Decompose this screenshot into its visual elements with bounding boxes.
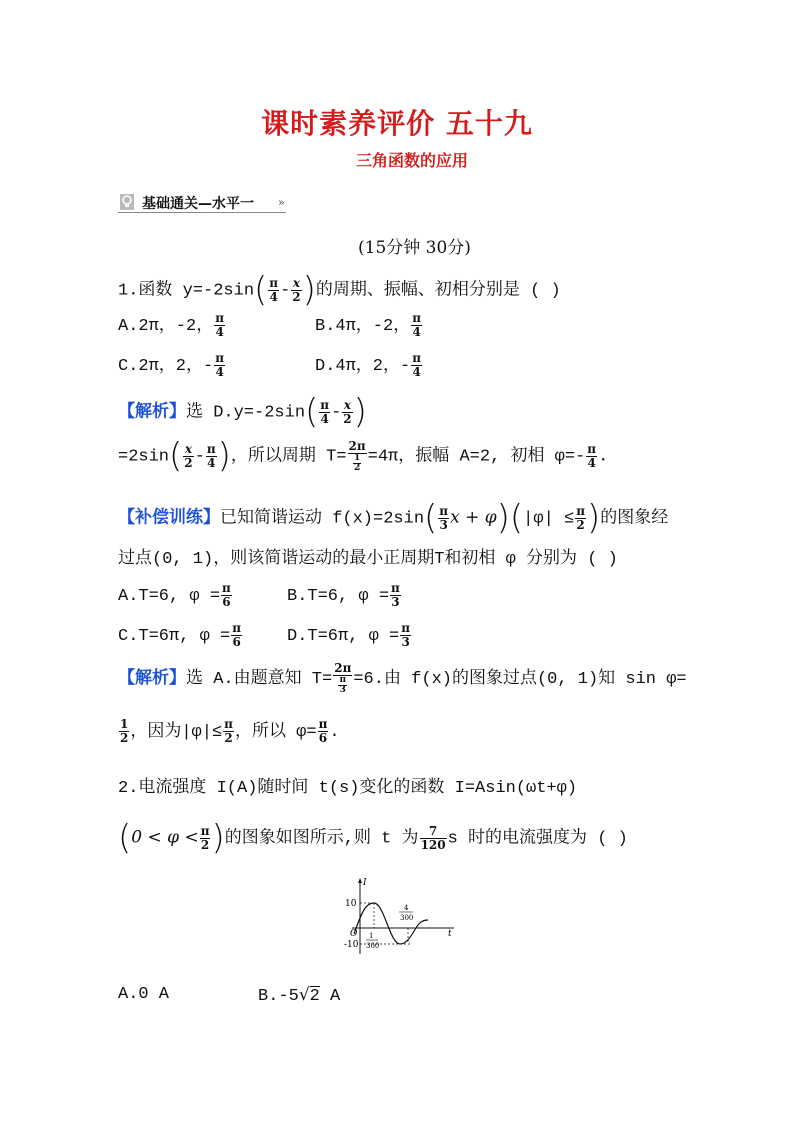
comp-option-c xyxy=(118,622,243,649)
origin-label: O xyxy=(350,929,358,939)
frac-num: π xyxy=(439,503,449,518)
frac-num: π xyxy=(412,311,422,326)
comp-option-a xyxy=(118,582,233,609)
option-text: D.4π，2，- xyxy=(315,357,411,376)
frac-den: 3 xyxy=(401,635,410,649)
q1-option-a xyxy=(118,310,226,339)
frac-den: 2 xyxy=(120,731,129,746)
frac-den: 4 xyxy=(215,365,224,380)
frac-den: 2 xyxy=(184,455,193,470)
option-text: B.-5 xyxy=(258,987,299,1006)
frac-den: 2 xyxy=(343,411,352,426)
analysis-text: =4π，振幅 A=2, 初相 φ=- xyxy=(367,447,586,467)
y-axis-arrow xyxy=(358,878,362,883)
tick2-num: 4 xyxy=(404,904,409,912)
option-text: A xyxy=(319,987,341,1006)
q1-stem-pre: 1.函数 y=-2sin xyxy=(118,281,255,301)
comp-abs: |φ| ≤ xyxy=(523,509,575,529)
option-text: B.4π，-2， xyxy=(315,317,411,336)
frac-den: 6 xyxy=(222,595,231,609)
frac-den: 4 xyxy=(215,325,224,340)
frac-den: 4 xyxy=(207,455,216,470)
frac-den: 120 xyxy=(420,837,446,852)
comp-var: x + φ xyxy=(450,507,497,528)
frac-num: x xyxy=(184,441,193,456)
frac-den: 2 xyxy=(353,462,361,473)
frac-den: 4 xyxy=(412,325,421,340)
option-text: A.2π，-2， xyxy=(118,317,214,336)
q2-text: 的图象如图所示,则 t 为 xyxy=(224,829,419,849)
period: . xyxy=(598,447,609,467)
q2-option-a: A.0 A xyxy=(118,985,170,1004)
frac-den: 2 xyxy=(200,837,210,852)
sqrt-symbol: √ xyxy=(298,985,310,1005)
frac-num: 1 xyxy=(120,717,129,732)
frac-den: 6 xyxy=(232,635,241,649)
comp-analysis-line2 xyxy=(118,716,340,745)
frac-den: 4 xyxy=(587,455,596,470)
frac-num: 2π xyxy=(348,438,366,453)
minus-sign: - xyxy=(331,403,342,423)
frac-num: π xyxy=(215,311,225,326)
analysis-text: ，所以周期 T= xyxy=(230,447,347,467)
frac-num: x xyxy=(343,397,352,412)
tick1-den: 300 xyxy=(366,942,380,950)
q1-option-d xyxy=(315,350,423,379)
q2-condition: 0 < φ < xyxy=(131,827,199,848)
frac-den: 2 xyxy=(576,517,585,532)
analysis-text: ，因为|φ|≤ xyxy=(130,723,223,742)
comp-text: 已知简谐运动 f(x)=2sin xyxy=(220,509,425,529)
analysis-text: 选 A.由题意知 T= xyxy=(186,669,333,689)
frac-num: π xyxy=(232,621,242,635)
frac-num: π xyxy=(224,717,233,732)
option-text: C.T=6π, φ = xyxy=(118,626,231,646)
q1-stem-post: 的周期、振幅、初相分别是 ( ) xyxy=(315,281,561,301)
frac-num: π xyxy=(339,675,347,685)
comp-label: 【补偿训练】 xyxy=(118,509,220,529)
comp-option-b xyxy=(287,582,402,609)
frac-num: π xyxy=(269,275,279,290)
analysis-text: =6.由 f(x)的图象过点(0, 1)知 sin φ= xyxy=(353,669,687,689)
time-score: (15分钟 30分) xyxy=(358,238,471,258)
double-chevron-icon: » xyxy=(278,196,285,209)
frac-den: 3 xyxy=(339,685,346,695)
axis-label-t: t xyxy=(448,929,452,939)
q2-stem-line1: 2.电流强度 I(A)随时间 t(s)变化的函数 I=Asin(ωt+φ) xyxy=(118,779,578,798)
frac-num: π xyxy=(412,351,422,366)
frac-num: π xyxy=(320,397,330,412)
option-text: C.2π，2，- xyxy=(118,357,214,376)
analysis-text: ，所以 φ= xyxy=(234,723,317,742)
frac-num: π xyxy=(206,441,216,456)
frac-num: π xyxy=(576,503,585,518)
frac-num: 2π xyxy=(334,661,352,675)
frac-num: x xyxy=(292,275,301,290)
comp-option-d xyxy=(287,622,412,649)
section-banner xyxy=(118,192,678,214)
analysis-text: =2sin xyxy=(118,447,170,467)
frac-den: 4 xyxy=(269,289,278,304)
option-text: B.T=6, φ = xyxy=(287,586,390,606)
page-title: 课时素养评价 五十九 xyxy=(261,107,533,140)
comp-line2: 过点(0, 1)，则该简谐运动的最小正周期T和初相 φ 分别为 ( ) xyxy=(118,550,618,569)
comp-line1: 【补偿训练】已知简谐运动 f(x)=2sin( $\frac{\pi}{3}$ x + φ)(|φ| ≤ $\frac{\pi}{2}$ )的图象经 xyxy=(118,498,669,538)
lightbulb-icon xyxy=(120,194,134,210)
option-text: D.T=6π, φ = xyxy=(287,626,400,646)
analysis-text: 选 D.y=-2sin xyxy=(186,403,306,423)
y-min-label: -10 xyxy=(344,940,359,950)
q1-analysis-line2: =2sin( $\frac{x}{2}$ - $\frac{\pi}{4}$ )，所以周期 T= $\frac{2\pi}{\frac{1}{2}}$ =4π，振幅 A=2, 初相 φ=- $\frac{\pi}{4}$ . xyxy=(118,436,609,476)
q1-option-c xyxy=(118,350,226,379)
option-text: A.T=6, φ = xyxy=(118,586,221,606)
frac-den: 3 xyxy=(439,517,448,532)
minus-sign: - xyxy=(194,447,205,467)
sine-curve xyxy=(354,903,428,944)
y-max-label: 10 xyxy=(345,899,357,909)
analysis-label: 【解析】 xyxy=(118,669,186,689)
period: . xyxy=(329,723,340,742)
sqrt-radicand: 2 xyxy=(309,987,320,1006)
q2-option-b xyxy=(258,985,340,1006)
frac-num: 1 xyxy=(353,452,361,463)
frac-num: π xyxy=(318,717,328,732)
tick1-num: 1 xyxy=(369,932,374,940)
q1-option-b xyxy=(315,310,423,339)
frac-num: π xyxy=(215,351,225,366)
page-subtitle: 三角函数的应用 xyxy=(355,151,468,170)
q1-stem: 1.函数 y=-2sin( $\frac{\pi}{4}$ - $\frac{x}{2}$ )的周期、振幅、初相分别是 ( ) xyxy=(118,270,561,310)
tick2-den: 300 xyxy=(400,914,414,922)
section-underline xyxy=(118,212,286,213)
q2-text: s 时的电流强度为 ( ) xyxy=(447,829,628,849)
frac-num: π xyxy=(391,581,400,595)
q1-analysis-line1: 【解析】选 D.y=-2sin( $\frac{\pi}{4}$ - $\frac{x}{2}$ ) xyxy=(118,392,367,432)
frac-den: 6 xyxy=(318,731,328,746)
axis-label-i: I xyxy=(363,878,367,888)
frac-den: 4 xyxy=(412,365,421,380)
frac-den: 3 xyxy=(391,595,400,609)
frac-den: 4 xyxy=(320,411,329,426)
sine-graph xyxy=(344,876,459,956)
frac-num: π xyxy=(222,581,231,595)
frac-num: π xyxy=(587,441,597,456)
minus-sign: - xyxy=(280,281,291,301)
frac-num: 7 xyxy=(428,823,438,838)
q2-stem-line2: (0 < φ < $\frac{\pi}{2}$ )的图象如图所示,则 t 为 $\frac{7}{120}$ s 时的电流强度为 ( ) xyxy=(118,818,628,858)
comp-text: 的图象经 xyxy=(600,509,669,529)
comp-analysis-line1 xyxy=(118,662,687,695)
analysis-label: 【解析】 xyxy=(118,403,186,423)
frac-den: 2 xyxy=(292,289,301,304)
frac-den: 2 xyxy=(224,731,233,746)
section-label: 基础通关—水平一 xyxy=(142,196,254,212)
frac-num: π xyxy=(200,823,210,838)
frac-num: π xyxy=(401,621,411,635)
